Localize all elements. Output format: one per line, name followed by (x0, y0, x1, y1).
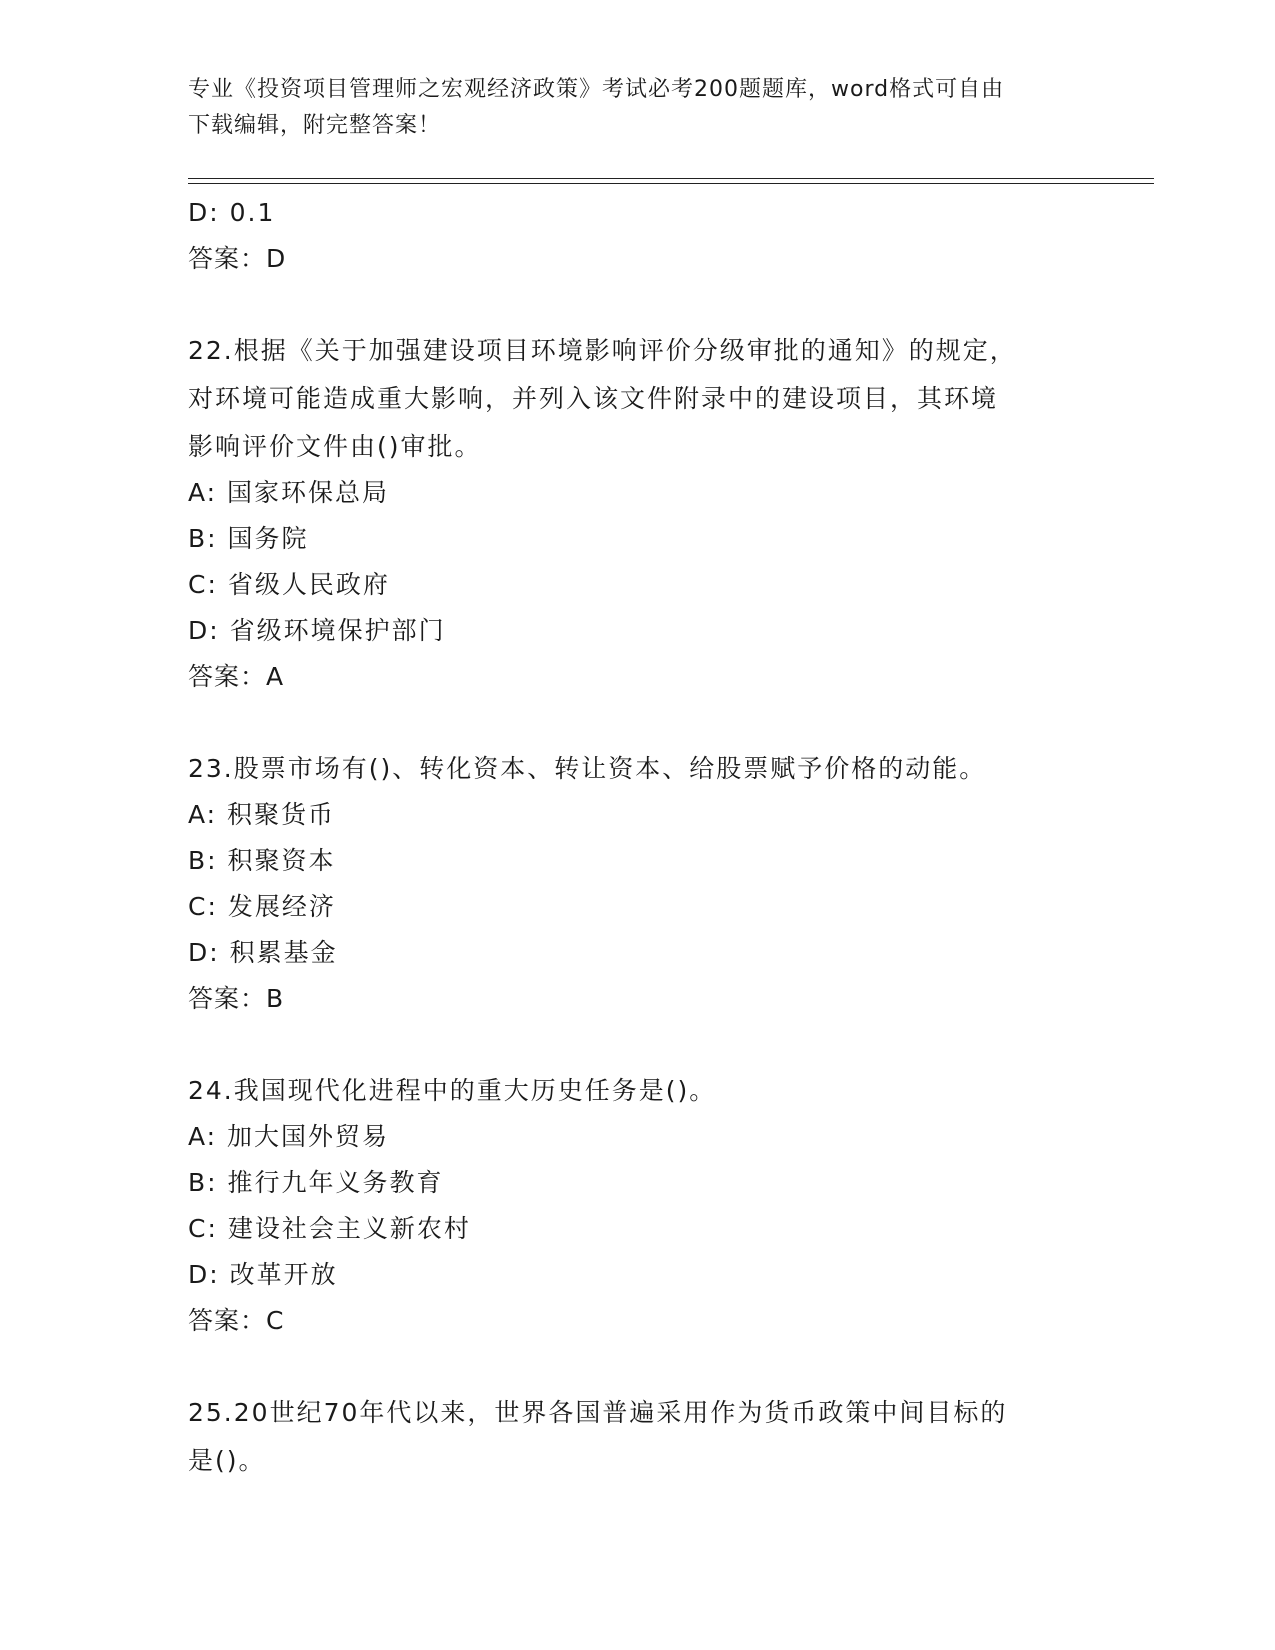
block-spacer (188, 282, 1088, 326)
option-line: B: 积聚资本 (188, 846, 336, 875)
header-divider-bottom (188, 183, 1154, 184)
question-block (188, 1390, 1088, 1484)
header-line-2: 下载编辑，附完整答案！ (188, 113, 442, 138)
question-block (188, 328, 1088, 700)
question-text: 22.根据《关于加强建设项目环境影响评价分级审批的通知》的规定， (188, 336, 1017, 365)
question-block (188, 746, 1088, 1022)
option-line: B: 国务院 (188, 524, 309, 553)
question-text: 24.我国现代化进程中的重大历史任务是()。 (188, 1076, 717, 1105)
header-line-1: 专业《投资项目管理师之宏观经济政策》考试必考200题题库，word格式可自由 (188, 77, 1005, 102)
option-line: A: 加大国外贸易 (188, 1122, 390, 1151)
option-line: D: 0.1 (188, 198, 276, 227)
option-line: A: 积聚货币 (188, 800, 336, 829)
question-block (188, 1068, 1088, 1344)
option-line: C: 省级人民政府 (188, 570, 390, 599)
answer-line: 答案：D (188, 244, 287, 273)
answer-line: 答案：A (188, 662, 285, 691)
option-line: B: 推行九年义务教育 (188, 1168, 444, 1197)
question-list (188, 190, 1088, 1484)
question-text: 是()。 (188, 1446, 266, 1475)
option-line: D: 改革开放 (188, 1260, 338, 1289)
answer-line: 答案：B (188, 984, 285, 1013)
question-text: 23.股票市场有()、转化资本、转让资本、给股票赋予价格的动能。 (188, 754, 987, 783)
block-spacer (188, 1022, 1088, 1066)
question-text: 25.20世纪70年代以来，世界各国普遍采用作为货币政策中间目标的 (188, 1398, 1008, 1427)
option-line: C: 发展经济 (188, 892, 336, 921)
option-line: C: 建设社会主义新农村 (188, 1214, 471, 1243)
question-block (188, 190, 1088, 282)
question-text: 对环境可能造成重大影响，并列入该文件附录中的建设项目，其环境 (188, 384, 999, 413)
option-line: A: 国家环保总局 (188, 478, 390, 507)
option-line: D: 积累基金 (188, 938, 338, 967)
option-line: D: 省级环境保护部门 (188, 616, 446, 645)
answer-line: 答案：C (188, 1306, 285, 1335)
header-divider-top (188, 178, 1154, 179)
block-spacer (188, 1344, 1088, 1388)
block-spacer (188, 700, 1088, 744)
question-text: 影响评价文件由()审批。 (188, 432, 482, 461)
document-header (188, 72, 1088, 144)
